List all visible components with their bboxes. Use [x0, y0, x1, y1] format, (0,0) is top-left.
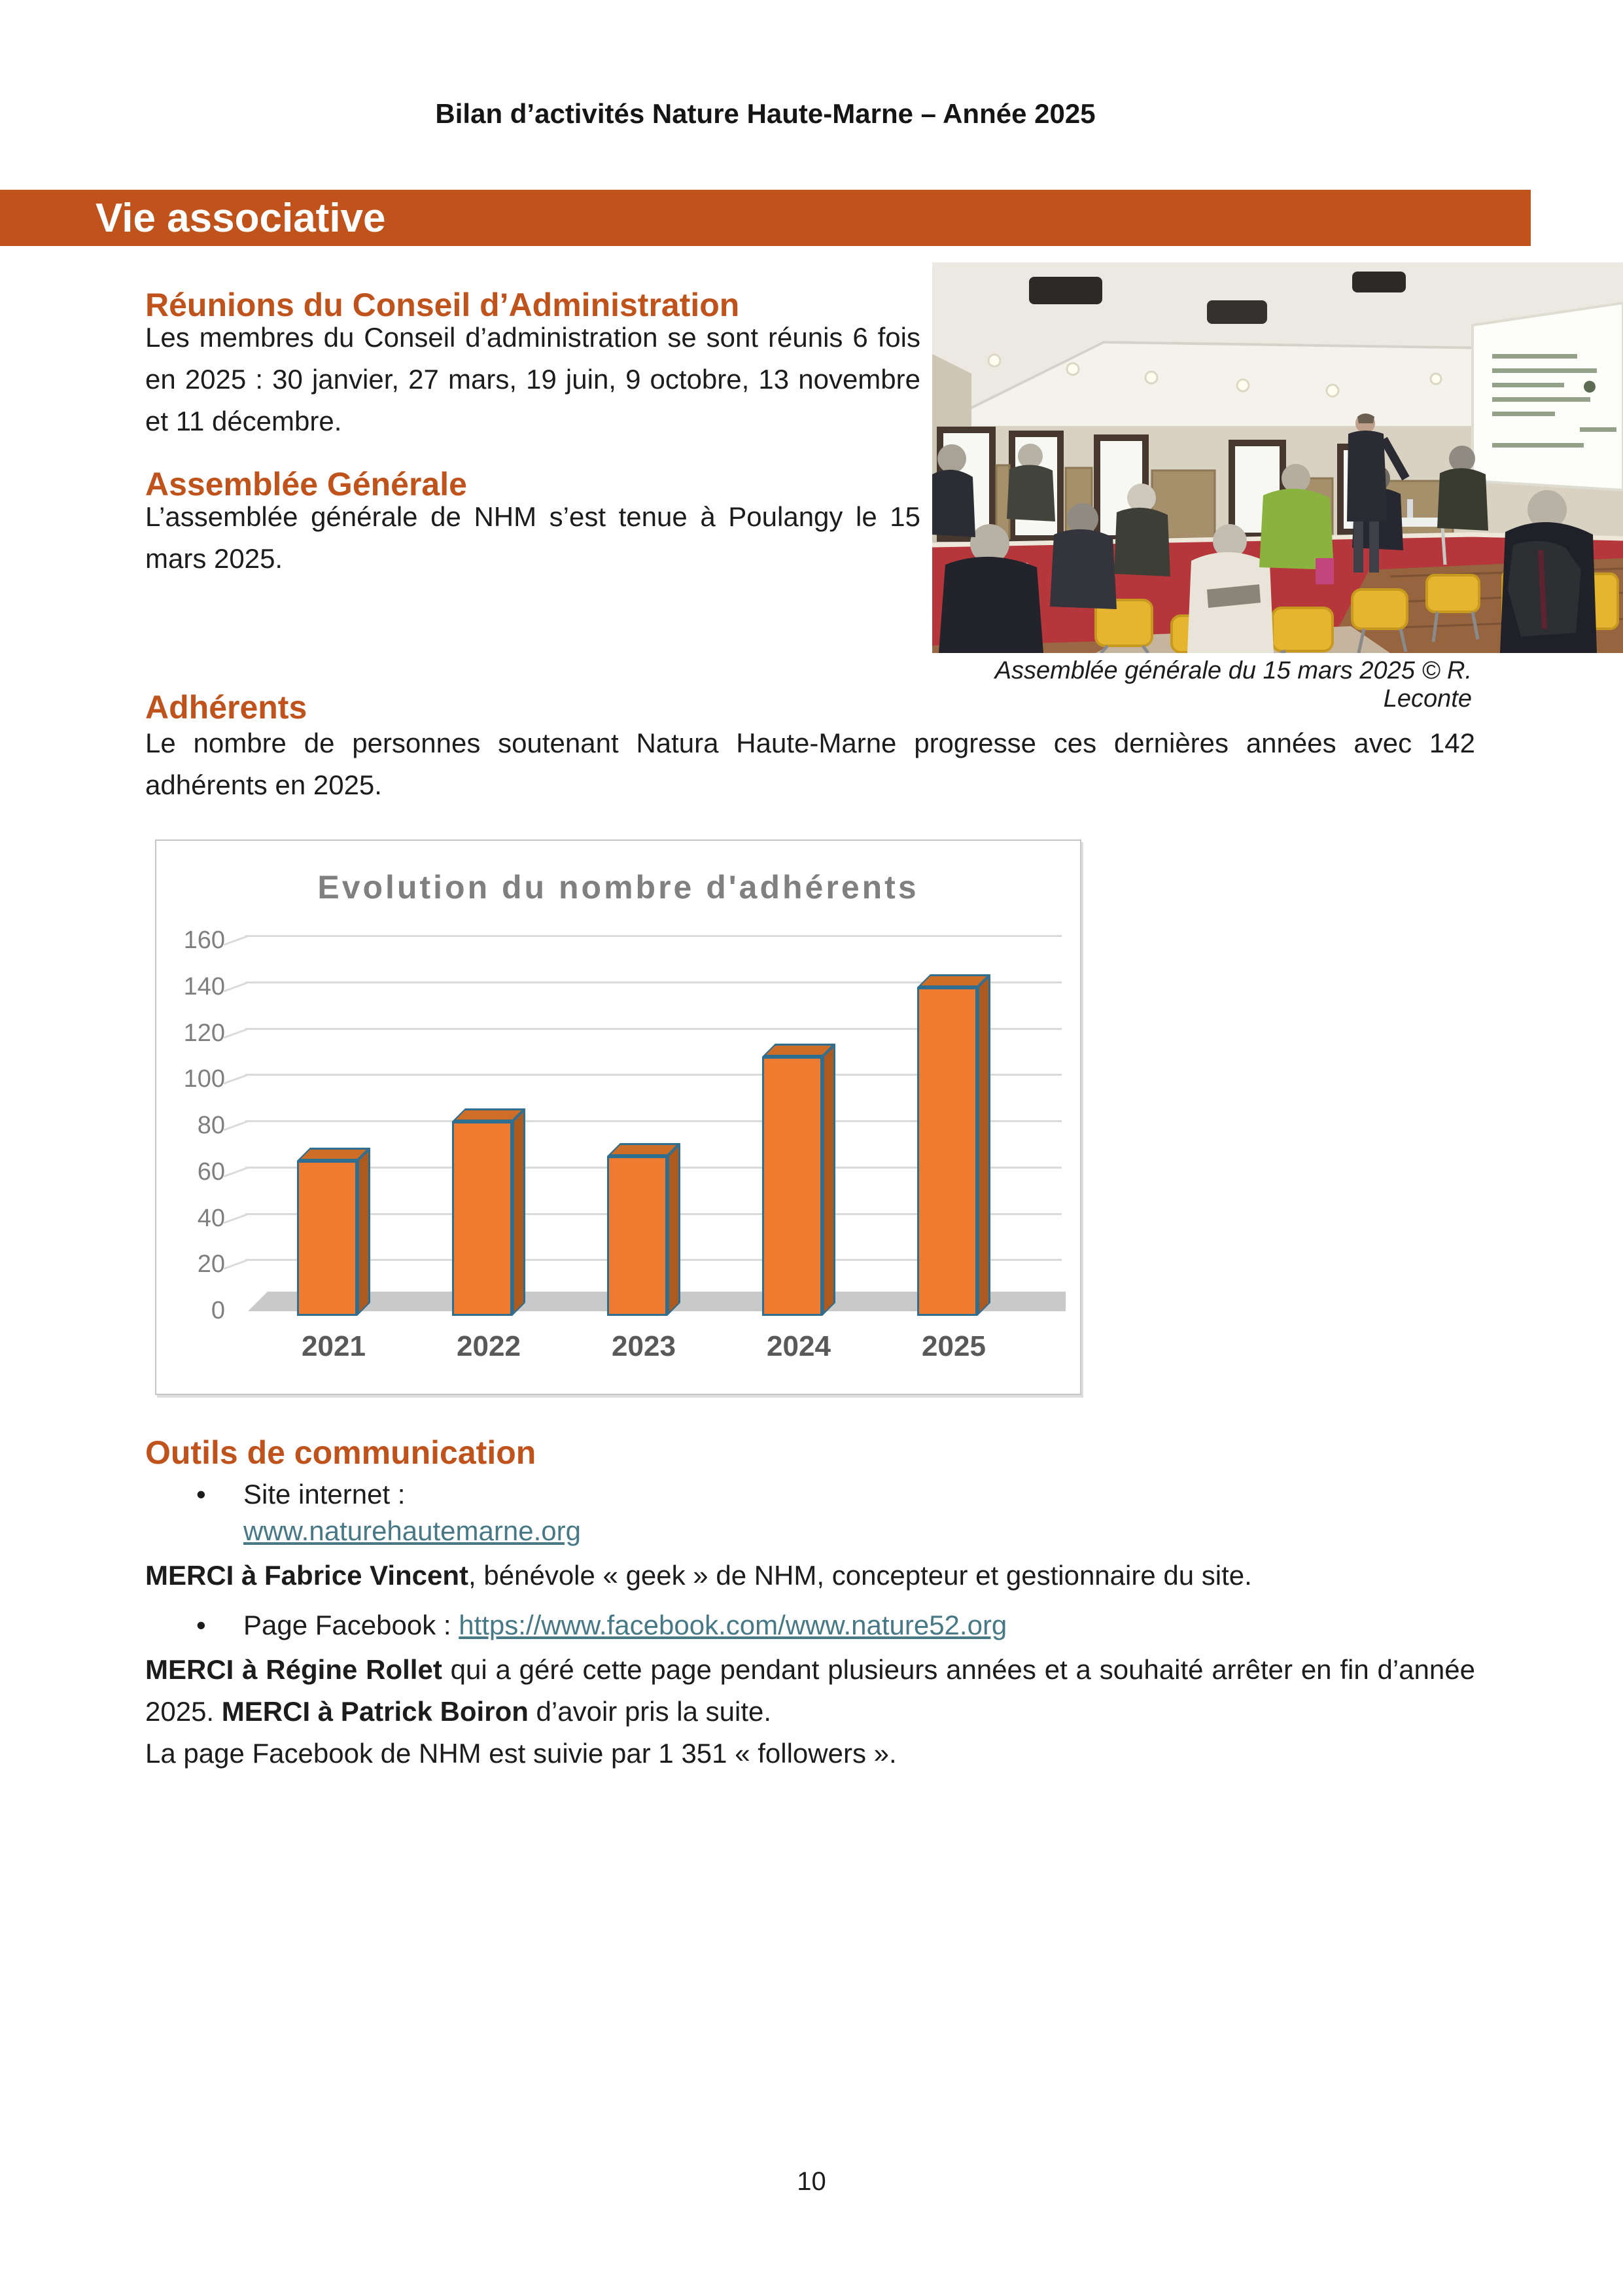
- y-axis-label: 40: [197, 1204, 225, 1232]
- merci-patrick-rest: d’avoir pris la suite.: [528, 1696, 772, 1727]
- bar-3d-side: [977, 974, 990, 1316]
- bullet-facebook-label: Page Facebook :: [243, 1610, 459, 1640]
- gridline-depth-segment: [224, 1260, 248, 1270]
- gridline-depth-segment: [224, 1213, 248, 1224]
- bar-3d-side: [822, 1044, 835, 1316]
- bullet-icon: •: [196, 1610, 206, 1640]
- y-axis-label: 60: [197, 1157, 225, 1186]
- bar-3d-side: [512, 1108, 525, 1316]
- merci-fabrice-bold: MERCI à Fabrice Vincent: [145, 1560, 469, 1591]
- site-link-line: [243, 1515, 581, 1547]
- bullet-site-label: Site internet :: [243, 1479, 406, 1510]
- bar-2022: [452, 1122, 512, 1316]
- bar-3d-side: [357, 1148, 370, 1316]
- bar-2021: [297, 1161, 357, 1316]
- x-axis-label: 2022: [457, 1330, 521, 1362]
- gridline-depth-segment: [224, 981, 248, 992]
- x-axis-label: 2025: [922, 1330, 986, 1362]
- assembly-meeting-photo: [932, 262, 1623, 653]
- bar-3d-side: [667, 1143, 680, 1316]
- photo-projection-screen: [1473, 303, 1623, 490]
- chart-title: Evolution du nombre d'adhérents: [317, 869, 919, 906]
- heading-reunions: Réunions du Conseil d’Administration: [145, 287, 740, 323]
- bullet-icon: •: [196, 1479, 206, 1510]
- paragraph-merci-regine: [145, 1649, 1475, 1733]
- bullet-site-internet: [196, 1479, 405, 1510]
- paragraph-assemblee-generale: L’assemblée générale de NHM s’est tenue à Poulangy le 15 mars 2025.: [145, 501, 920, 574]
- gridline-depth-segment: [224, 936, 248, 946]
- document-header-title: Bilan d’activités Nature Haute-Marne – Année 2025: [435, 98, 1096, 129]
- paragraph-reunions: Les membres du Conseil d’administration se sont réunis 6 fois en 2025 : 30 janvier, 27 mars, 19 juin, 9 octobre, 13 novembre et 11 décembre.: [145, 322, 920, 436]
- assembly-photo-illustration: [932, 262, 1623, 653]
- banner-title: Vie associative: [96, 195, 386, 241]
- paragraph-adherents: Le nombre de personnes soutenant Natura Haute-Marne progresse ces dernières années avec 142 adhérents en 2025.: [145, 728, 1475, 800]
- merci-regine-bold: MERCI à Régine Rollet: [145, 1654, 442, 1685]
- gridline: [245, 935, 1062, 937]
- gridline-depth-segment: [224, 1028, 248, 1038]
- y-axis-label: 0: [211, 1297, 225, 1324]
- chart-plot-area: [156, 841, 1080, 1394]
- y-axis-label: 140: [183, 972, 225, 1000]
- heading-outils: Outils de communication: [145, 1434, 536, 1471]
- page-number: 10: [797, 2167, 826, 2196]
- bullet-page-facebook: [196, 1610, 1007, 1641]
- bar-2023: [607, 1156, 667, 1316]
- paragraph-merci-fabrice: [145, 1555, 1475, 1597]
- website-link[interactable]: www.naturehautemarne.org: [243, 1515, 581, 1546]
- heading-assemblee-generale: Assemblée Générale: [145, 466, 467, 503]
- bar-2025: [917, 987, 977, 1316]
- gridline-depth-segment: [224, 1167, 248, 1177]
- y-axis-label: 160: [183, 927, 225, 954]
- merci-patrick-bold: MERCI à Patrick Boiron: [221, 1696, 529, 1727]
- members-evolution-chart: [155, 839, 1081, 1395]
- y-axis-label: 120: [183, 1019, 225, 1047]
- merci-fabrice-rest: , bénévole « geek » de NHM, concepteur et gestionnaire du site.: [468, 1560, 1252, 1591]
- x-axis-label: 2023: [612, 1330, 676, 1362]
- bar-2024: [762, 1057, 822, 1316]
- y-axis-label: 80: [197, 1112, 225, 1139]
- y-axis-label: 20: [197, 1250, 225, 1279]
- gridline-depth-segment: [224, 1121, 248, 1131]
- merci-regine-mid: qui a géré cette page pendant plusieurs années et a souhaité arrêter en fin d’année 2025.: [145, 1654, 1475, 1727]
- x-axis-label: 2021: [302, 1330, 366, 1362]
- paragraph-followers: La page Facebook de NHM est suivie par 1 351 « followers ».: [145, 1738, 897, 1769]
- facebook-link[interactable]: https://www.facebook.com/www.nature52.org: [459, 1610, 1007, 1640]
- heading-adherents: Adhérents: [145, 689, 307, 726]
- section-banner: [0, 190, 1531, 246]
- gridline-depth-segment: [224, 1074, 248, 1085]
- y-axis-label: 100: [183, 1065, 225, 1093]
- photo-caption: Assemblée générale du 15 mars 2025 © R. Leconte: [994, 657, 1472, 713]
- x-axis-label: 2024: [767, 1330, 831, 1362]
